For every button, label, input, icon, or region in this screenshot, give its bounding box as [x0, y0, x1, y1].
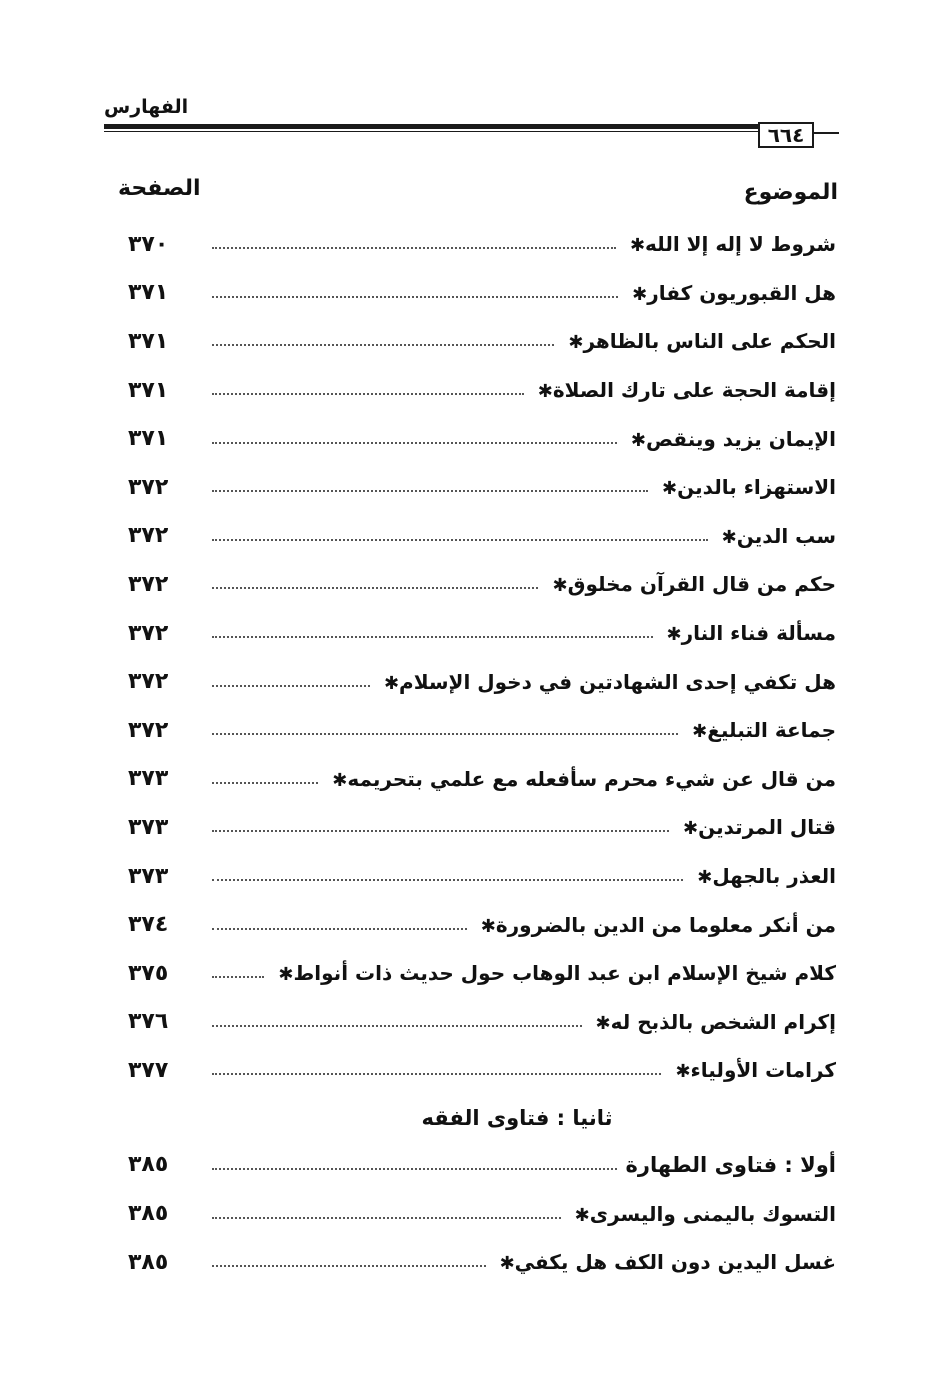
asterisk-icon: ✱ — [537, 381, 553, 403]
toc-entry — [118, 609, 836, 658]
toc-entry — [118, 1046, 836, 1095]
asterisk-icon: ✱ — [675, 1061, 691, 1083]
dot-leader — [212, 976, 264, 978]
toc-entry — [118, 755, 836, 804]
toc-entry — [118, 900, 836, 949]
asterisk-icon: ✱ — [499, 1253, 515, 1275]
toc-entry-title — [378, 670, 836, 694]
table-of-contents — [118, 220, 836, 1286]
toc-entry-title — [677, 815, 836, 839]
asterisk-icon: ✱ — [632, 283, 648, 305]
asterisk-icon: ✱ — [383, 672, 400, 694]
entry-title-text: مسألة فناء النار — [681, 621, 836, 646]
toc-entry-title — [656, 475, 836, 499]
dot-leader — [212, 830, 669, 832]
dot-leader — [212, 1265, 486, 1267]
subject-column-header: الموضوع — [743, 180, 838, 205]
asterisk-icon: ✱ — [574, 1204, 590, 1226]
toc-page-number: ٣٨٥ — [128, 1152, 169, 1178]
entry-title-text: الاستهزاء بالدين — [677, 475, 836, 500]
toc-entry-title — [691, 864, 836, 888]
toc-entry — [118, 1189, 836, 1238]
toc-entry-title — [272, 961, 836, 985]
entry-title-text: هل القبوريون كفار — [647, 280, 836, 305]
toc-entry — [118, 803, 836, 852]
dot-leader — [212, 1168, 617, 1170]
asterisk-icon: ✱ — [332, 769, 348, 791]
asterisk-icon: ✱ — [666, 624, 682, 646]
entry-title-text: الإيمان يزيد وينقص — [646, 426, 836, 451]
toc-page-number: ٣٧١ — [128, 377, 169, 403]
toc-entry — [118, 852, 836, 901]
asterisk-icon: ✱ — [721, 526, 737, 548]
toc-entry — [118, 366, 836, 415]
asterisk-icon: ✱ — [595, 1012, 611, 1034]
entry-title-text: من قال عن شيء محرم سأفعله مع علمي بتحريمه — [347, 766, 836, 791]
entry-title-text: التسوك باليمنى واليسرى — [589, 1201, 836, 1226]
asterisk-icon: ✱ — [683, 818, 699, 840]
toc-page-number: ٣٧٣ — [128, 863, 169, 889]
toc-entry — [118, 998, 836, 1047]
toc-entry-title — [686, 718, 836, 742]
asterisk-icon: ✱ — [480, 915, 496, 937]
dot-leader — [212, 733, 678, 735]
entry-title-text: غسل اليدين دون الكف هل يكفي — [514, 1250, 836, 1275]
dot-leader — [212, 1025, 582, 1027]
dot-leader — [212, 879, 683, 881]
dot-leader — [212, 1073, 661, 1075]
toc-entry-title — [624, 232, 836, 256]
dot-leader — [212, 442, 617, 444]
toc-entry — [118, 560, 836, 609]
toc-page-number: ٣٧٢ — [128, 620, 169, 646]
entry-title-text: قتال المرتدين — [698, 815, 836, 840]
dot-leader — [212, 636, 653, 638]
toc-entry-title — [625, 427, 836, 451]
entry-title-text: هل تكفي إحدى الشهادتين في دخول الإسلام — [399, 669, 836, 694]
header-rule-thick — [104, 124, 759, 129]
dot-leader — [212, 1217, 561, 1219]
dot-leader — [212, 587, 538, 589]
toc-page-number: ٣٨٥ — [128, 1249, 169, 1275]
page-number: ٦٦٤ — [758, 122, 814, 148]
asterisk-icon: ✱ — [630, 429, 647, 451]
entry-title-text: إقامة الحجة على تارك الصلاة — [552, 378, 836, 403]
entry-title-text: كلام شيخ الإسلام ابن عبد الوهاب حول حديث ذات أنواط — [293, 961, 836, 986]
toc-entry-title — [532, 378, 836, 402]
entry-title-text: إكرام الشخص بالذبح له — [610, 1009, 836, 1034]
toc-entry-title — [626, 281, 836, 305]
toc-entry-title — [590, 1010, 836, 1034]
toc-entry — [118, 414, 836, 463]
dot-leader — [212, 782, 318, 784]
toc-entry-title — [569, 1202, 836, 1226]
toc-page-number: ٣٨٥ — [128, 1201, 169, 1227]
running-header-title: الفهارس — [104, 96, 189, 118]
dot-leader — [212, 928, 467, 930]
toc-page-number: ٣٧٤ — [128, 912, 169, 938]
toc-page-number: ٣٧١ — [128, 328, 169, 354]
dot-leader — [212, 247, 616, 249]
toc-page-number: ٣٧٢ — [128, 474, 169, 500]
toc-page-number: ٣٧٦ — [128, 1009, 169, 1035]
header-rule-thin — [104, 131, 759, 132]
dot-leader — [212, 490, 648, 492]
toc-entry-title — [669, 1058, 836, 1082]
asterisk-icon: ✱ — [629, 235, 646, 257]
toc-subheading-title: أولا : فتاوى الطهارة — [625, 1152, 836, 1177]
toc-page-number: ٣٧٢ — [128, 571, 169, 597]
toc-entry-title — [546, 572, 836, 596]
entry-title-text: حكم من قال القرآن مخلوق — [567, 572, 836, 597]
toc-page-number: ٣٧٥ — [128, 960, 169, 986]
dot-leader — [212, 539, 708, 541]
section-heading: ثانيا : فتاوى الفقه — [421, 1105, 613, 1130]
toc-page-number: ٣٧٢ — [128, 717, 169, 743]
page-header — [104, 96, 839, 156]
toc-entry-title — [494, 1250, 836, 1274]
toc-page-number: ٣٧٣ — [128, 814, 169, 840]
toc-entry — [118, 949, 836, 998]
entry-title-text: من أنكر معلوما من الدين بالضرورة — [495, 912, 836, 937]
toc-entry-title — [326, 767, 836, 791]
entry-title-text: الحكم على الناس بالظاهر — [583, 329, 836, 354]
entry-title-text: العذر بالجهل — [712, 864, 836, 889]
toc-page-number: ٣٧٢ — [128, 669, 169, 695]
toc-entry — [118, 269, 836, 318]
toc-page-number: ٣٧٣ — [128, 766, 169, 792]
asterisk-icon: ✱ — [568, 332, 584, 354]
dot-leader — [212, 685, 370, 687]
toc-page-number: ٣٧١ — [128, 280, 169, 306]
page-column-header: الصفحة — [118, 176, 201, 201]
toc-entry — [118, 463, 836, 512]
asterisk-icon: ✱ — [697, 867, 713, 889]
toc-page-number: ٣٧٠ — [128, 231, 169, 257]
asterisk-icon: ✱ — [278, 964, 294, 986]
toc-page-number: ٣٧٢ — [128, 523, 169, 549]
toc-page-number: ٣٧١ — [128, 426, 169, 452]
entry-title-text: سب الدين — [736, 523, 836, 548]
dot-leader — [212, 393, 524, 395]
column-headers — [118, 176, 838, 216]
toc-entry — [118, 657, 836, 706]
toc-entry-title — [475, 913, 836, 937]
toc-subheading — [118, 1141, 836, 1190]
entry-title-text: شروط لا إله إلا الله — [645, 232, 836, 257]
header-rule-right — [814, 132, 839, 134]
toc-entry-title — [661, 621, 836, 645]
entry-title-text: كرامات الأولياء — [690, 1058, 836, 1083]
toc-entry — [118, 317, 836, 366]
toc-entry — [118, 1238, 836, 1287]
toc-page-number: ٣٧٧ — [128, 1057, 169, 1083]
asterisk-icon: ✱ — [692, 721, 708, 743]
dot-leader — [212, 296, 618, 298]
entry-title-text: جماعة التبليغ — [707, 718, 836, 743]
asterisk-icon: ✱ — [662, 478, 678, 500]
toc-entry — [118, 512, 836, 561]
dot-leader — [212, 344, 554, 346]
toc-entry-title — [562, 329, 836, 353]
asterisk-icon: ✱ — [552, 575, 568, 597]
toc-entry-title — [716, 524, 836, 548]
toc-entry — [118, 706, 836, 755]
toc-entry — [118, 220, 836, 269]
